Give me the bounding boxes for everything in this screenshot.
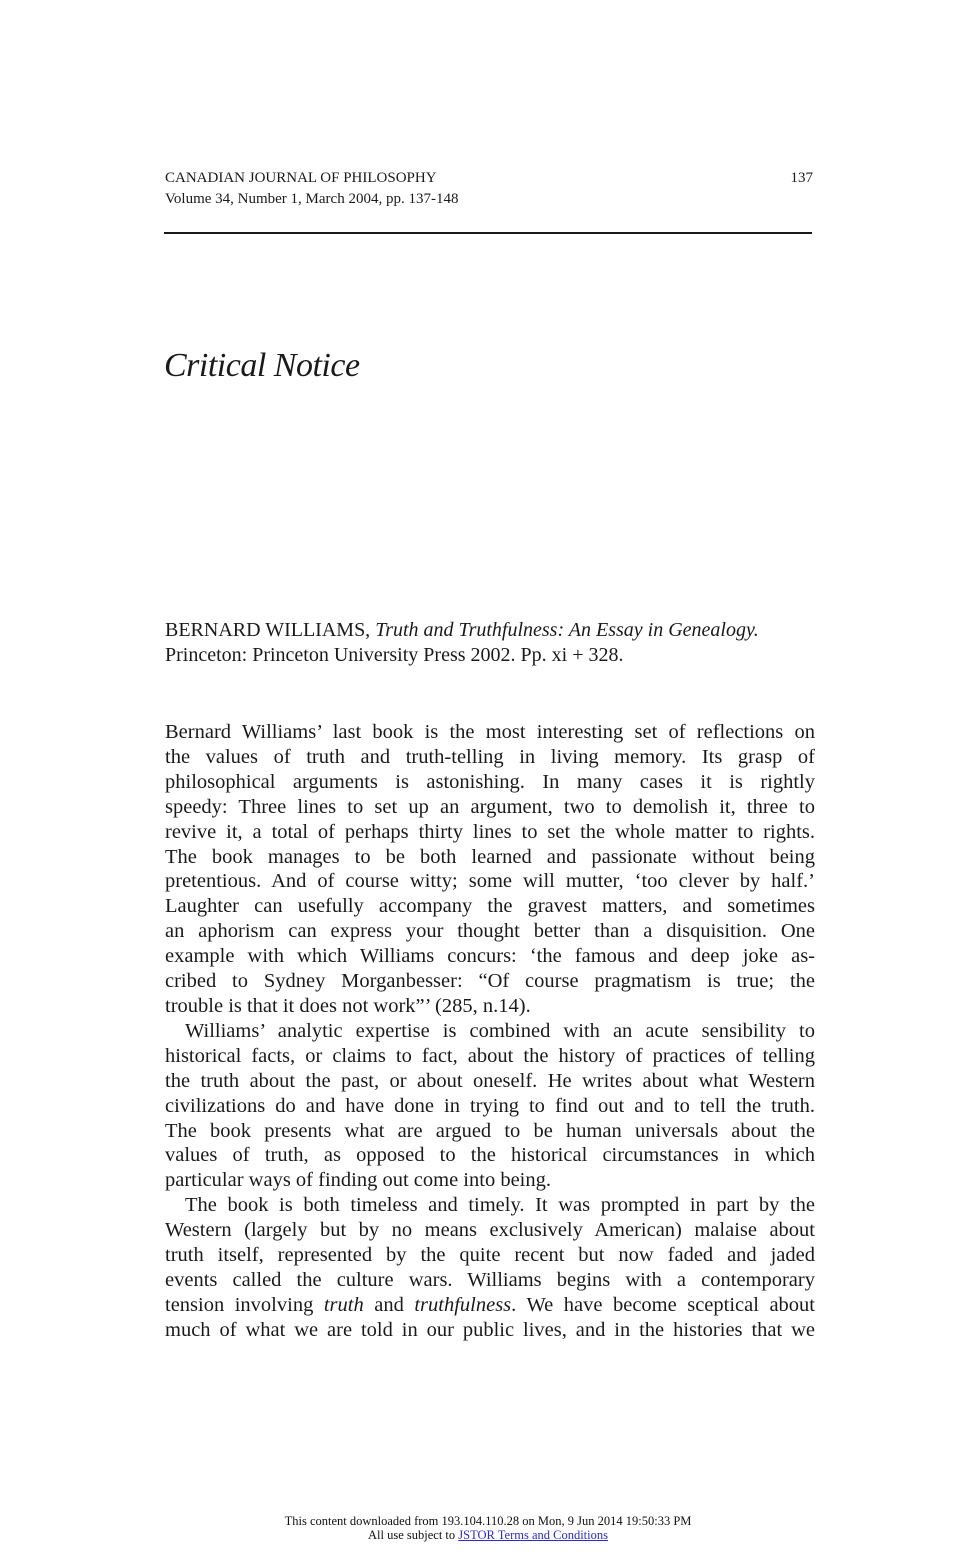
section-title: Critical Notice bbox=[164, 347, 360, 384]
text-line: events called the culture wars. Williams begins with a contemporary bbox=[165, 1268, 815, 1291]
jstor-terms-link[interactable]: JSTOR Terms and Conditions bbox=[458, 1528, 608, 1542]
text-line: Western (largely but by no means exclusively American) malaise about bbox=[165, 1219, 815, 1242]
text-fragment: . We have become sceptical about bbox=[511, 1293, 815, 1316]
text-line: philosophical arguments is astonishing. In many cases it is rightly bbox=[165, 770, 815, 793]
text-line: revive it, a total of perhaps thirty lines to set the whole matter to rights. bbox=[165, 820, 815, 843]
text-line: civilizations do and have done in trying to find out and to tell the truth. bbox=[165, 1094, 815, 1117]
text-line: truth itself, represented by the quite recent but now faded and jaded bbox=[165, 1244, 815, 1267]
paragraph-3 bbox=[165, 1193, 815, 1342]
text-line: Williams’ analytic expertise is combined with an acute sensibility to bbox=[185, 1019, 815, 1042]
text-fragment: tension involving bbox=[165, 1293, 324, 1316]
citation-publication: Princeton: Princeton University Press 2002. Pp. xi + 328. bbox=[165, 644, 624, 666]
volume-issue-line: Volume 34, Number 1, March 2004, pp. 137-148 bbox=[165, 191, 459, 207]
terms-line bbox=[0, 1528, 976, 1542]
emphasis-truth: truth bbox=[323, 1293, 364, 1316]
text-line: Laughter can usefully accompany the gravest matters, and sometimes bbox=[165, 895, 815, 918]
text-line: the values of truth and truth-telling in living memory. Its grasp of bbox=[165, 745, 815, 768]
text-line: cribed to Sydney Morganbesser: “Of course pragmatism is true; the bbox=[165, 970, 815, 993]
text-line: values of truth, as opposed to the historical circumstances in which bbox=[165, 1144, 815, 1167]
header-rule bbox=[164, 232, 812, 234]
page-number: 137 bbox=[790, 170, 813, 186]
text-line: Bernard Williams’ last book is the most interesting set of reflections on bbox=[165, 721, 815, 743]
text-line: The book manages to be both learned and passionate without being bbox=[165, 845, 815, 868]
emphasis-truthfulness: truthfulness bbox=[414, 1293, 512, 1316]
citation-author: BERNARD WILLIAMS, bbox=[165, 619, 371, 641]
running-header bbox=[165, 168, 813, 210]
text-line: trouble is that it does not work”’ (285, n.14). bbox=[165, 994, 531, 1017]
download-notice: This content downloaded from 193.104.110.28 on Mon, 9 Jun 2014 19:50:33 PM bbox=[284, 1514, 692, 1528]
text-line: speedy: Three lines to set up an argument, two to demolish it, three to bbox=[165, 795, 815, 818]
citation-book-title: Truth and Truthfulness: An Essay in Genealogy. bbox=[375, 619, 759, 641]
text-line: the truth about the past, or about oneself. He writes about what Western bbox=[165, 1069, 815, 1092]
journal-title: CANADIAN JOURNAL OF PHILOSOPHY bbox=[165, 170, 437, 186]
paragraph-1 bbox=[165, 720, 815, 1019]
text-line: much of what we are told in our public lives, and in the histories that we bbox=[165, 1318, 815, 1341]
text-line: The book is both timeless and timely. It was prompted in part by the bbox=[185, 1194, 815, 1217]
download-footer bbox=[0, 1514, 976, 1542]
text-line: The book presents what are argued to be human universals about the bbox=[165, 1119, 815, 1142]
text-line: particular ways of finding out come into being. bbox=[165, 1169, 551, 1192]
text-line: historical facts, or claims to fact, about the history of practices of telling bbox=[165, 1044, 815, 1067]
text-line: example with which Williams concurs: ‘the famous and deep joke as- bbox=[165, 945, 815, 968]
text-line bbox=[165, 1293, 815, 1318]
text-fragment: and bbox=[363, 1293, 415, 1316]
terms-prefix: All use subject to bbox=[368, 1528, 459, 1542]
paragraph-2 bbox=[165, 1019, 815, 1193]
text-line: pretentious. And of course witty; some will mutter, ‘too clever by half.’ bbox=[165, 870, 815, 893]
book-citation bbox=[165, 618, 815, 668]
text-line: an aphorism can express your thought better than a disquisition. One bbox=[165, 920, 815, 943]
article-body bbox=[165, 720, 815, 1343]
